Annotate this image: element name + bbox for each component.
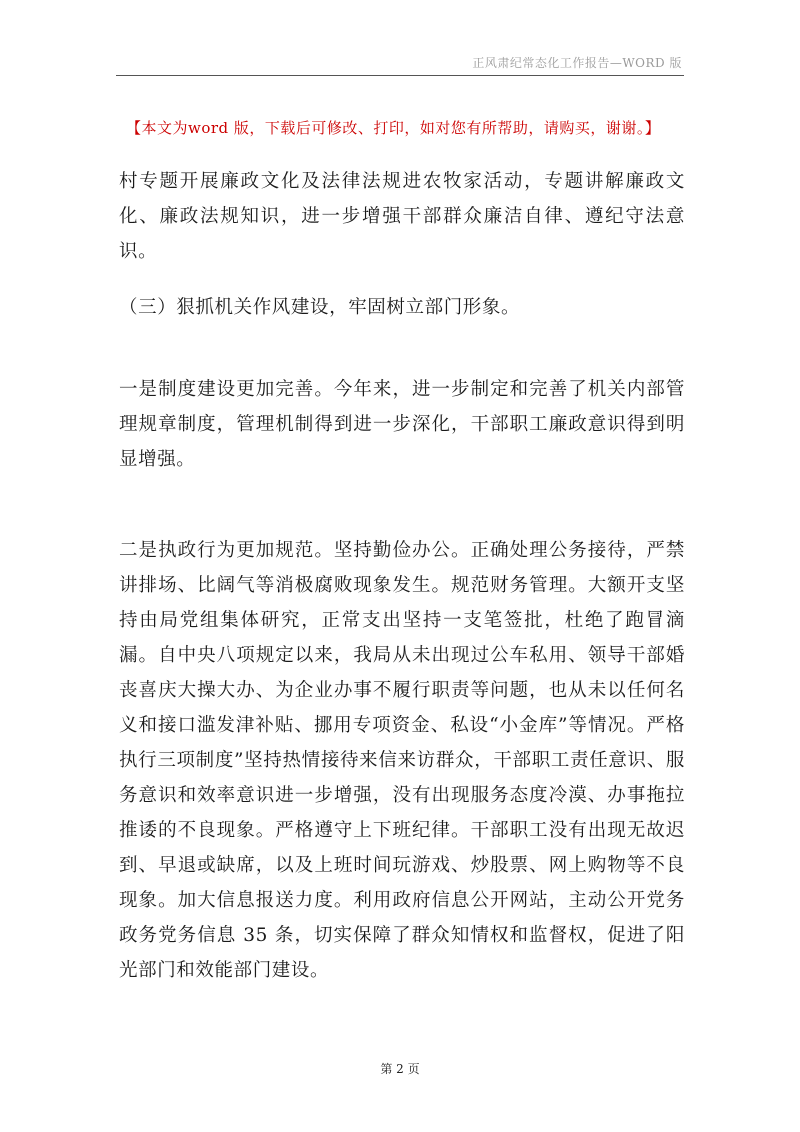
section-heading: （三）狠抓机关作风建设，牢固树立部门形象。 <box>119 297 521 318</box>
paragraph-3: 二是执政行为更加规范。坚持勤俭办公。正确处理公务接待，严禁讲排场、比阔气等消极腐败现象发生。规范财务管理。大额开支坚持由局党组集体研究，正常支出坚持一支笔签批，杜绝了跑冒滴漏。自中央八项规定以来，我局从未出现过公车私用、领导干部婚丧喜庆大操大办、为企业办事不履行职责等问题，也从未以任何名义和接口滥发津补贴、挪用专项资金、私设“小金库”等情况。严格执行三项制度”坚持热情接待来信来访群众，干部职工责任意识、服务意识和效率意识进一步增强，没有出现服务态度冷漠、办事拖拉推诿的不良现象。严格遵守上下班纪律。干部职工没有出现无故迟到、早退或缺席，以及上班时间玩游戏、炒股票、网上购物等不良现象。加大信息报送力度。利用政府信息公开网站，主动公开党务政务党务信息 35 条，切实保障了群众知情权和监督权，促进了阳光部门和效能部门建设。 <box>119 540 685 981</box>
paragraph-2: 一是制度建设更加完善。今年来，进一步制定和完善了机关内部管理规章制度，管理机制得到进一步深化，干部职工廉政意识得到明显增强。 <box>119 379 685 470</box>
header-divider <box>116 75 684 76</box>
page-number: 第 2 页 <box>380 1062 420 1076</box>
download-notice: 【本文为word 版，下载后可修改、打印，如对您有所帮助，请购买，谢谢。】 <box>126 119 661 137</box>
paragraph-1: 村专题开展廉政文化及法律法规进农牧家活动，专题讲解廉政文化、廉政法规知识，进一步增强干部群众廉洁自律、遵纪守法意识。 <box>119 171 685 262</box>
running-header: 正风肃纪常态化工作报告—WORD 版 <box>472 56 682 70</box>
